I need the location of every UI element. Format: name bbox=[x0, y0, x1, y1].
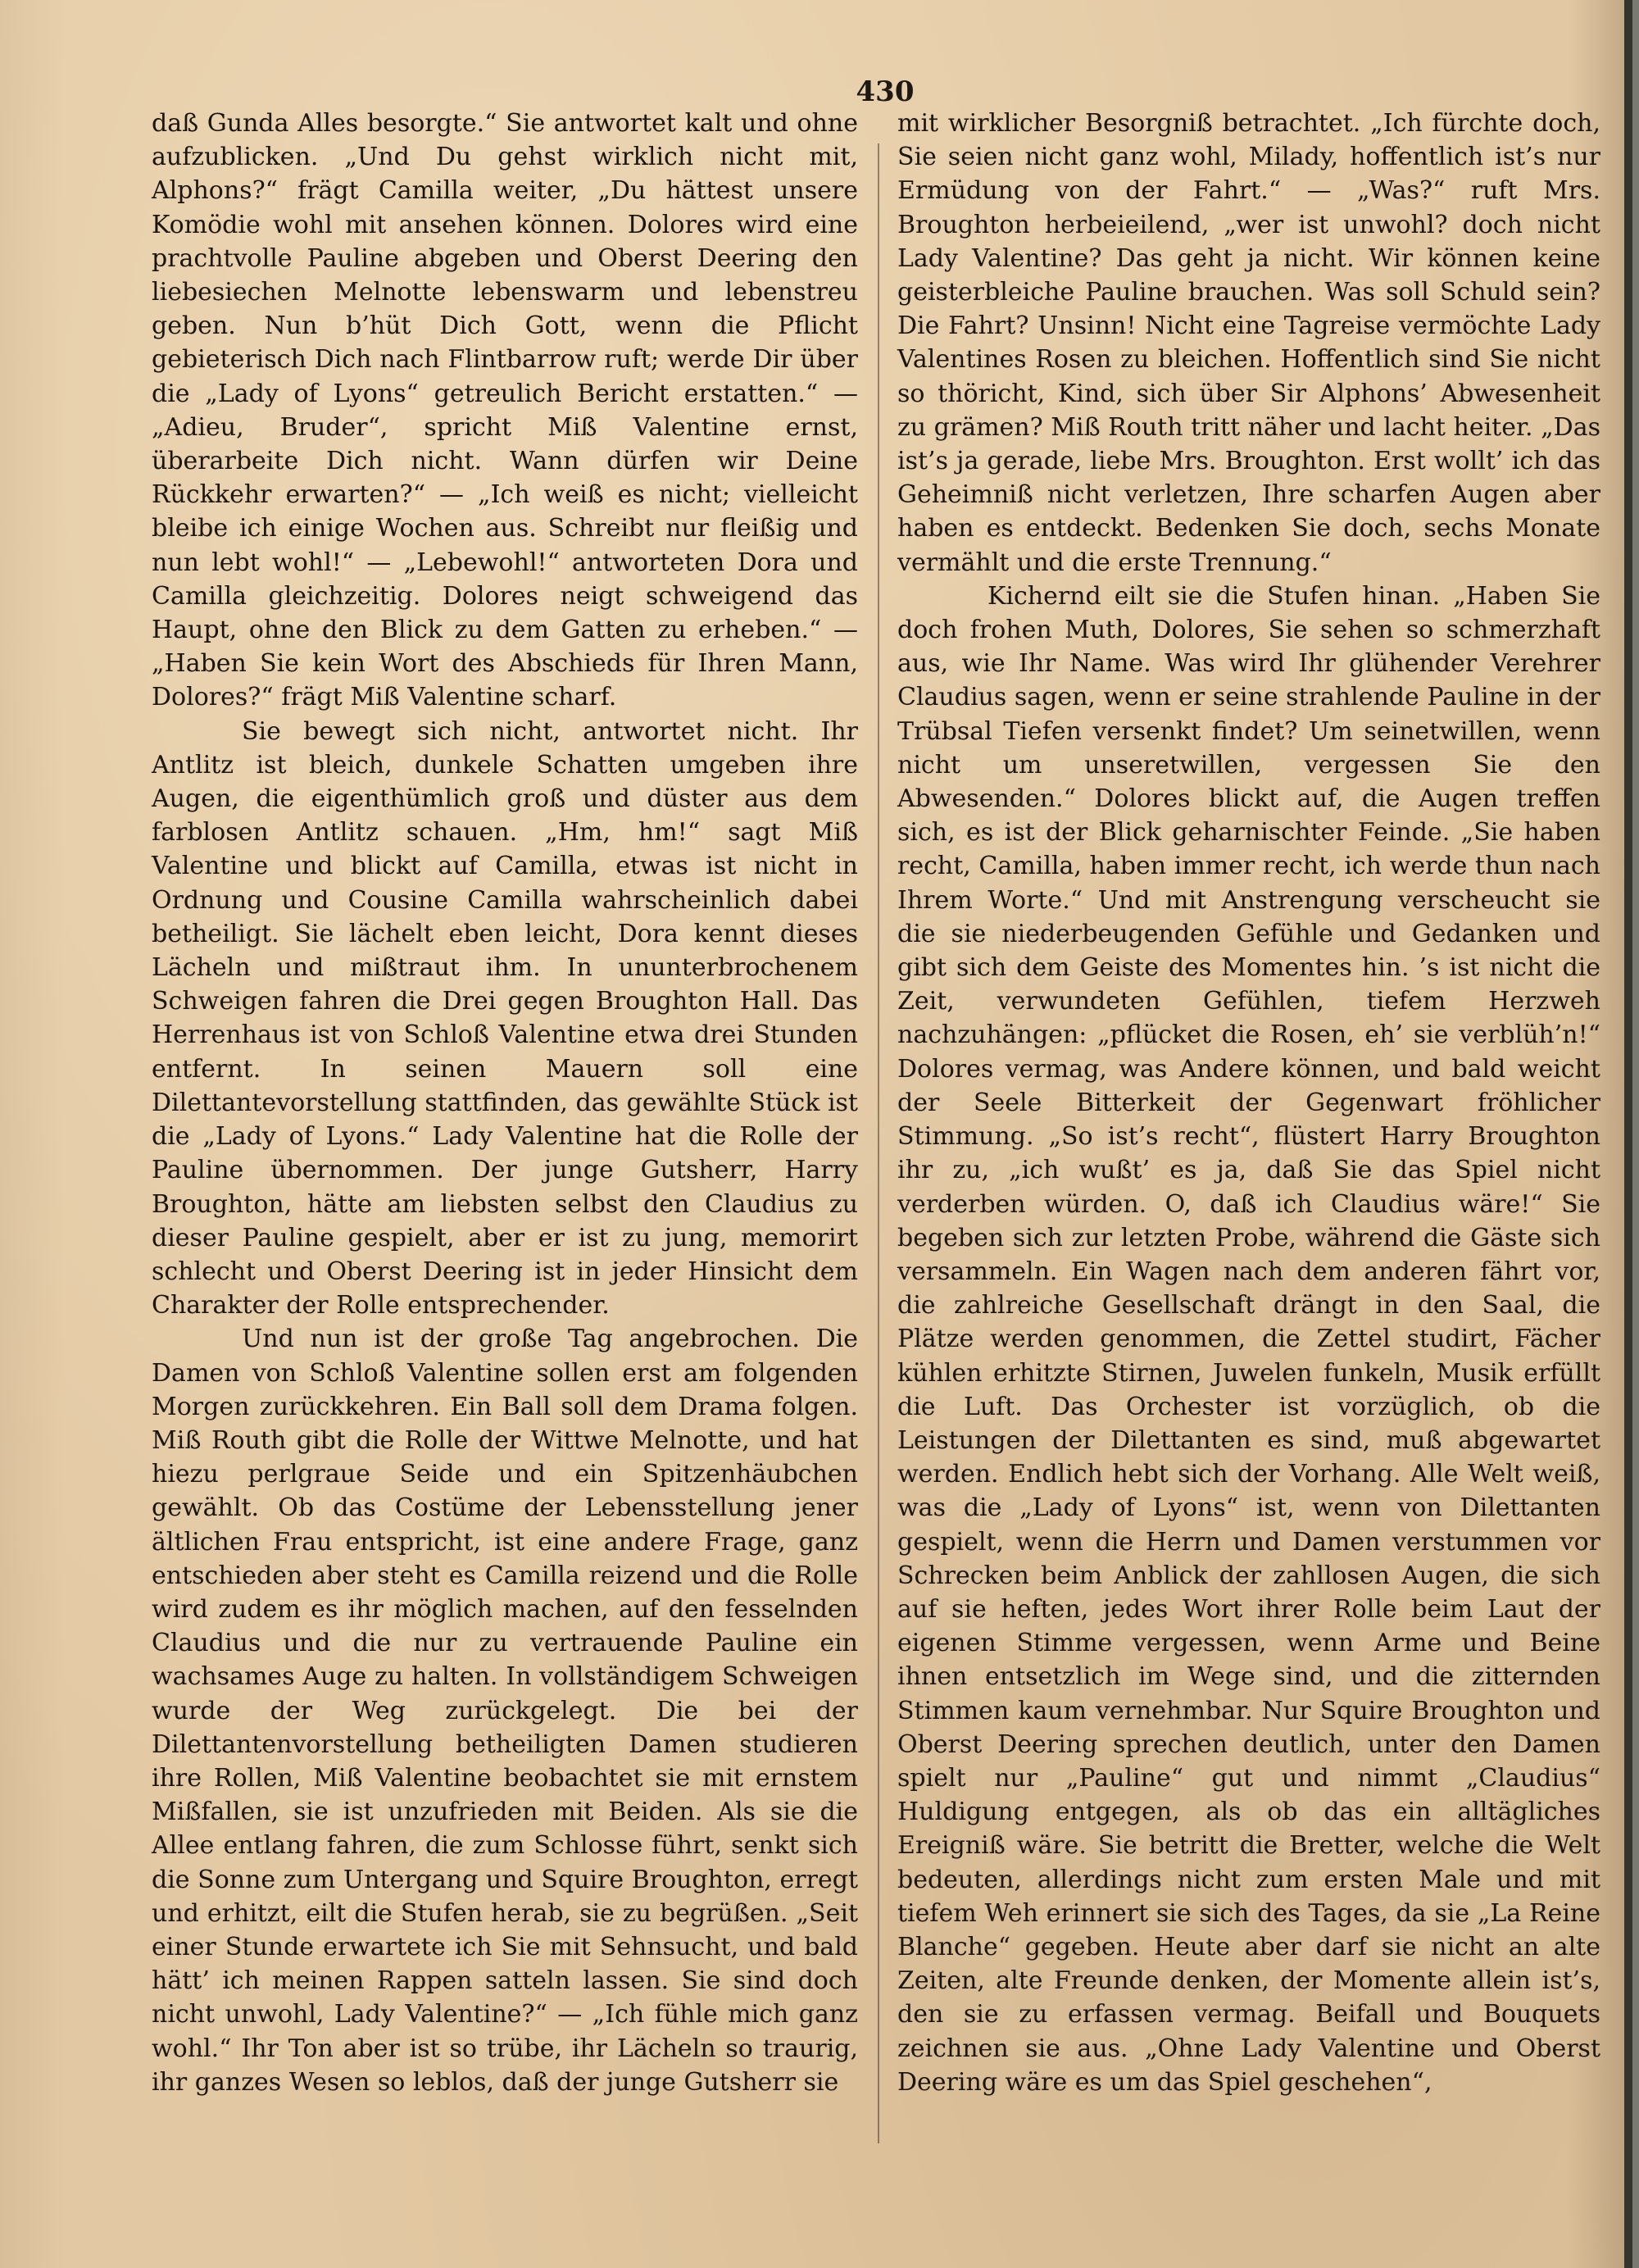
left-column bbox=[152, 107, 858, 2099]
paragraph: daß Gunda Alles besorgte.“ Sie antwortet kalt und ohne aufzublicken. „Und Du gehst wirklich nicht mit, Alphons?“ frägt Camilla weiter, „Du hättest unsere Komödie wohl mit ansehen können. Dolores wird eine prachtvolle Pauline abgeben und Oberst Deering den liebesiechen Melnotte lebenswarm und lebenstreu geben. Nun b’hüt Dich Gott, wenn die Pflicht gebieterisch Dich nach Flintbarrow ruft; werde Dir über die „Lady of Lyons“ getreulich Bericht erstatten.“ — „Adieu, Bruder“, spricht Miß Valentine ernst, überarbeite Dich nicht. Wann dürfen wir Deine Rückkehr erwarten?“ — „Ich weiß es nicht; vielleicht bleibe ich einige Wochen aus. Schreibt nur fleißig und nun lebt wohl!“ — „Lebewohl!“ antworteten Dora und Camilla gleichzeitig. Dolores neigt schweigend das Haupt, ohne den Blick zu dem Gatten zu erheben.“ — „Haben Sie kein Wort des Abschieds für Ihren Mann, Dolores?“ frägt Miß Valentine scharf. bbox=[152, 109, 858, 712]
paragraph: mit wirklicher Besorgniß betrachtet. „Ich fürchte doch, Sie seien nicht ganz wohl, Milady, hoffentlich ist’s nur Ermüdung von der Fahrt.“ — „Was?“ ruft Mrs. Broughton herbeieilend, „wer ist unwohl? doch nicht Lady Valentine? Das geht ja nicht. Wir können keine geisterbleiche Pauline brauchen. Was soll Schuld sein? Die Fahrt? Unsinn! Nicht eine Tagreise vermöchte Lady Valentines Rosen zu bleichen. Hoffentlich sind Sie nicht so thöricht, Kind, sich über Sir Alphons’ Abwesenheit zu grämen? Miß Routh tritt näher und lacht heiter. „Das ist’s ja gerade, liebe Mrs. Broughton. Erst wollt’ ich das Geheimniß nicht verletzen, Ihre scharfen Augen aber haben es entdeckt. Bedenken Sie doch, sechs Monate vermählt und die erste Trennung.“ bbox=[897, 109, 1600, 577]
column-divider bbox=[878, 143, 879, 2143]
paragraph: Sie bewegt sich nicht, antwortet nicht. Ihr Antlitz ist bleich, dunkele Schatten umgeben ihre Augen, die eigenthümlich groß und düster aus dem farblosen Antlitz schauen. „Hm, hm!“ sagt Miß Valentine und blickt auf Camilla, etwas ist nicht in Ordnung und Cousine Camilla wahrscheinlich dabei betheiligt. Sie lächelt eben leicht, Dora kennt dieses Lächeln und mißtraut ihm. In ununterbrochenem Schweigen fahren die Drei gegen Broughton Hall. Das Herrenhaus ist von Schloß Valentine etwa drei Stunden entfernt. In seinen Mauern soll eine Dilettantevorstellung stattfinden, das gewählte Stück ist die „Lady of Lyons.“ Lady Valentine hat die Rolle der Pauline übernommen. Der junge Gutsherr, Harry Broughton, hätte am liebsten selbst den Claudius zu dieser Pauline gespielt, aber er ist zu jung, memorirt schlecht und Oberst Deering ist in jeder Hinsicht dem Charakter der Rolle entsprechender. bbox=[152, 716, 858, 1320]
right-column bbox=[897, 107, 1600, 2099]
paragraph: Und nun ist der große Tag angebrochen. Die Damen von Schloß Valentine sollen erst am folgenden Morgen zurückkehren. Ein Ball soll dem Drama folgen. Miß Routh gibt die Rolle der Wittwe Melnotte, und hat hiezu perlgraue Seide und ein Spitzenhäubchen gewählt. Ob das Costüme der Lebensstellung jener ältlichen Frau entspricht, ist eine andere Frage, ganz entschieden aber steht es Camilla reizend und die Rolle wird zudem es ihr möglich machen, auf den fesselnden Claudius und die nur zu vertrauende Pauline ein wachsames Auge zu halten. In vollständigem Schweigen wurde der Weg zurückgelegt. Die bei der Dilettantenvorstellung betheiligten Damen studieren ihre Rollen, Miß Valentine beobachtet sie mit ernstem Mißfallen, sie ist unzufrieden mit Beiden. Als sie die Allee entlang fahren, die zum Schlosse führt, senkt sich die Sonne zum Untergang und Squire Broughton, erregt und erhitzt, eilt die Stufen herab, sie zu begrüßen. „Seit einer Stunde erwartete ich Sie mit Sehnsucht, und bald hätt’ ich meinen Rappen satteln lassen. Sie sind doch nicht unwohl, Lady Valentine?“ — „Ich fühle mich ganz wohl.“ Ihr Ton aber ist so trübe, ihr Lächeln so traurig, ihr ganzes Wesen so leblos, daß der junge Gutsherr sie bbox=[152, 1325, 858, 2097]
page-number: 430 bbox=[856, 75, 915, 108]
paragraph: Kichernd eilt sie die Stufen hinan. „Haben Sie doch frohen Muth, Dolores, Sie sehen so schmerzhaft aus, wie Ihr Name. Was wird Ihr glühender Verehrer Claudius sagen, wenn er seine strahlende Pauline in der Trübsal Tiefen versenkt findet? Um seinetwillen, wenn nicht um unseretwillen, vergessen Sie den Abwesenden.“ Dolores blickt auf, die Augen treffen sich, es ist der Blick geharnischter Feinde. „Sie haben recht, Camilla, haben immer recht, ich werde thun nach Ihrem Worte.“ Und mit Anstrengung verscheucht sie die sie niederbeugenden Gefühle und Gedanken und gibt sich dem Geiste des Momentes hin. ’s ist nicht die Zeit, verwundeten Gefühlen, tiefem Herzweh nachzuhängen: „pflücket die Rosen, eh’ sie verblüh’n!“ Dolores vermag, was Andere können, und bald weicht der Seele Bitterkeit der Gegenwart fröhlicher Stimmung. „So ist’s recht“, flüstert Harry Broughton ihr zu, „ich wußt’ es ja, daß Sie das Spiel nicht verderben würden. O, daß ich Claudius wäre!“ Sie begeben sich zur letzten Probe, während die Gäste sich versammeln. Ein Wagen nach dem anderen fährt vor, die zahlreiche Gesellschaft drängt in den Saal, die Plätze werden genommen, die Zettel studirt, Fächer kühlen erhitzte Stirnen, Juwelen funkeln, Musik erfüllt die Luft. Das Orchester ist vorzüglich, ob die Leistungen der Dilettanten es sind, muß abgewartet werden. Endlich hebt sich der Vorhang. Alle Welt weiß, was die „Lady of Lyons“ ist, wenn von Dilettanten gespielt, wenn die Herrn und Damen verstummen vor Schrecken beim Anblick der zahllosen Augen, die sich auf sie heften, jedes Wort ihrer Rolle beim Laut der eigenen Stimme vergessen, wenn Arme und Beine ihnen entsetzlich im Wege sind, und die zitternden Stimmen kaum vernehmbar. Nur Squire Broughton und Oberst Deering sprechen deutlich, unter den Damen spielt nur „Pauline“ gut und nimmt „Claudius“ Huldigung entgegen, als ob das ein alltägliches Ereigniß wäre. Sie betritt die Bretter, welche die Welt bedeuten, allerdings nicht zum ersten Male und mit tiefem Weh erinnert sie sich des Tages, da sie „La Reine Blanche“ gegeben. Heute aber darf sie nicht an alte Zeiten, alte Freunde denken, der Momente allein ist’s, den sie zu erfassen vermag. Beifall und Bouquets zeichnen sie aus. „Ohne Lady Valentine und Oberst Deering wäre es um das Spiel geschehen“, bbox=[897, 581, 1600, 2097]
book-edge bbox=[1624, 0, 1632, 2268]
